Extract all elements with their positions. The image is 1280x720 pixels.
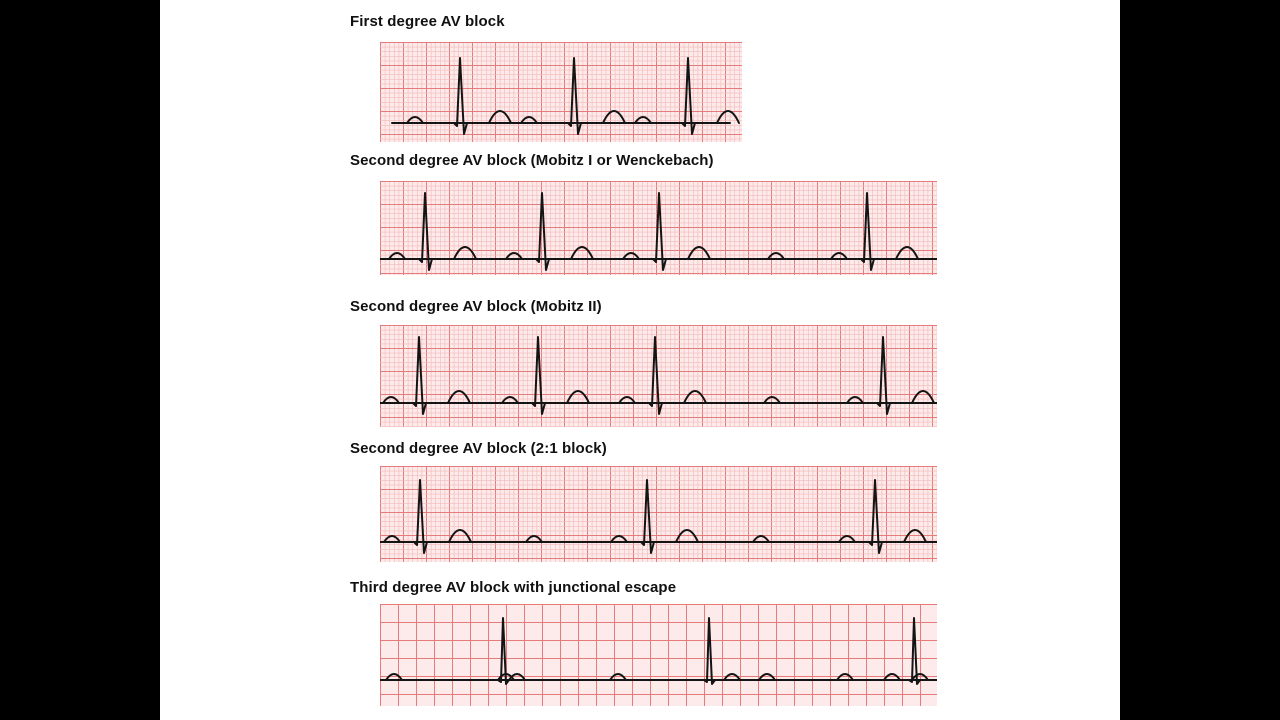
grid-paper [380,604,937,706]
ecg-svg-first-degree [380,42,742,142]
ecg-strip-third-degree [380,604,937,706]
strip-title-mobitz-i: Second degree AV block (Mobitz I or Wenckebach) [350,152,714,169]
ecg-svg-mobitz-ii [380,325,937,427]
ecg-svg-two-to-one [380,466,937,562]
ecg-svg-third-degree [380,604,937,706]
ecg-strip-mobitz-ii [380,325,937,427]
strip-title-mobitz-ii: Second degree AV block (Mobitz II) [350,298,602,315]
ecg-svg-mobitz-i [380,181,937,275]
ecg-strip-mobitz-i [380,181,937,275]
ecg-grid [380,604,937,706]
strip-title-two-to-one: Second degree AV block (2:1 block) [350,440,607,457]
strip-title-third-degree: Third degree AV block with junctional escape [350,579,677,596]
strip-title-first-degree: First degree AV block [350,13,505,30]
slide [160,0,1120,720]
ecg-strip-first-degree [380,42,742,142]
ecg-strip-two-to-one [380,466,937,562]
grid-paper [380,42,742,142]
ecg-grid [380,42,742,142]
ecg-grid [380,466,937,562]
